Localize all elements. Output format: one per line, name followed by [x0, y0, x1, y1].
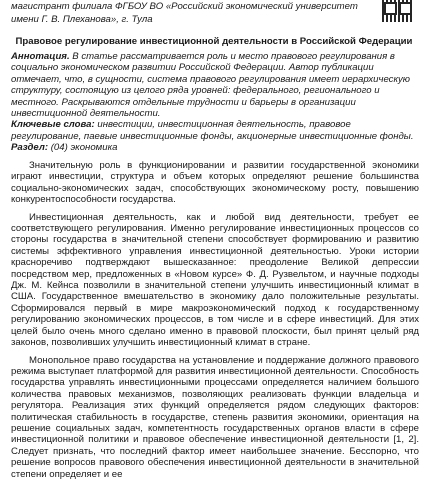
abstract-text: В статье рассматривается роль и место правового регулирования в социально экономическом развитии Российской Федерации. Автор публикации отмечает, что, в сущности, система правового регулирования имеет иерархическую структуру, состоящую из целого ряда уровней: федерального, регионального и местного. Раскрываются отдельные трудности и барьеры в организации инвестиционной деятельности. [11, 51, 411, 120]
section-paragraph [11, 142, 419, 153]
keywords-paragraph [11, 119, 419, 142]
body-paragraph-1: Значительную роль в функционировании и развитии государственной экономики играют инвестиции, структура и объем которых определяют решение большинства социально-экономических задач, способствующих экономическому росту, повышению конкурентоспособности государства. [11, 160, 419, 206]
abstract-label: Аннотация. [11, 51, 70, 62]
qr-code-icon [382, 0, 414, 22]
section-text: (04) экономика [50, 142, 118, 154]
abstract-block [11, 51, 419, 154]
keywords-text: инвестиции, инвестиционная деятельность, правовое регулирование, паевые инвестиционные фонды, акционерные инвестиционные фонды. [11, 119, 414, 142]
article-body [11, 160, 419, 486]
body-paragraph-3: Монопольное право государства на установление и поддержание должного правового режима выступает платформой для развития инвестиционной деятельности. Способность государства управлять инвестиционными процессами определяется наличием большого количества правовых механизмов, позволяющих реализовать функции владельца и регулятора. Реализация этих функций определяется рядом следующих факторов: политическая стабильность в государстве, степень развития экономики, ориентация на решение социальных задач, компетентность государственных органов власти в сфере инвестиционной политики и правовое обеспечение инвестиционной деятельности [1, 2]. Следует признать, что последний фактор имеет наибольшее значение. Бесспорно, что решение вопросов правового обеспечения инвестиционной деятельности в значительной степени определяет и ее [11, 354, 419, 480]
section-label: Раздел: [11, 142, 49, 154]
author-affiliation: магистрант филиала ФГБОУ ВО «Российский экономический университет имени Г. В. Плеханова», г. Тула [11, 1, 358, 25]
abstract-paragraph [11, 51, 419, 119]
article-title: Правовое регулирование инвестиционной деятельности в Российской Федерации [15, 36, 413, 47]
keywords-label: Ключевые слова: [11, 119, 95, 131]
body-paragraph-2: Инвестиционная деятельность, как и любой вид деятельности, требует ее соответствующего регулирования. Именно регулирование инвестиционных процессов со стороны государства в значительной степени способствует формированию и развитию системы эффективного управления инвестиционной деятельностью. Уроки истории красноречиво подтверждают вышесказанное: преодоление Великой депрессии посредством мер, предложенных в «Новом курсе» Ф. Д. Рузвельтом, и научные подходы Дж. М. Кейнса позволили в значительной степени улучшить инвестиционный климат в США. Государственное вмешательство в экономику дало положительные результаты. Сформировался первый в мире макроэкономический подход к государственному регулированию экономических процессов, в том числе и в сфере инвестиций. Для этих целей было очень много сделано именно в правовой плоскости, был принят целый ряд законов, позволивших улучшить инвестиционный климат в стране. [11, 211, 419, 349]
